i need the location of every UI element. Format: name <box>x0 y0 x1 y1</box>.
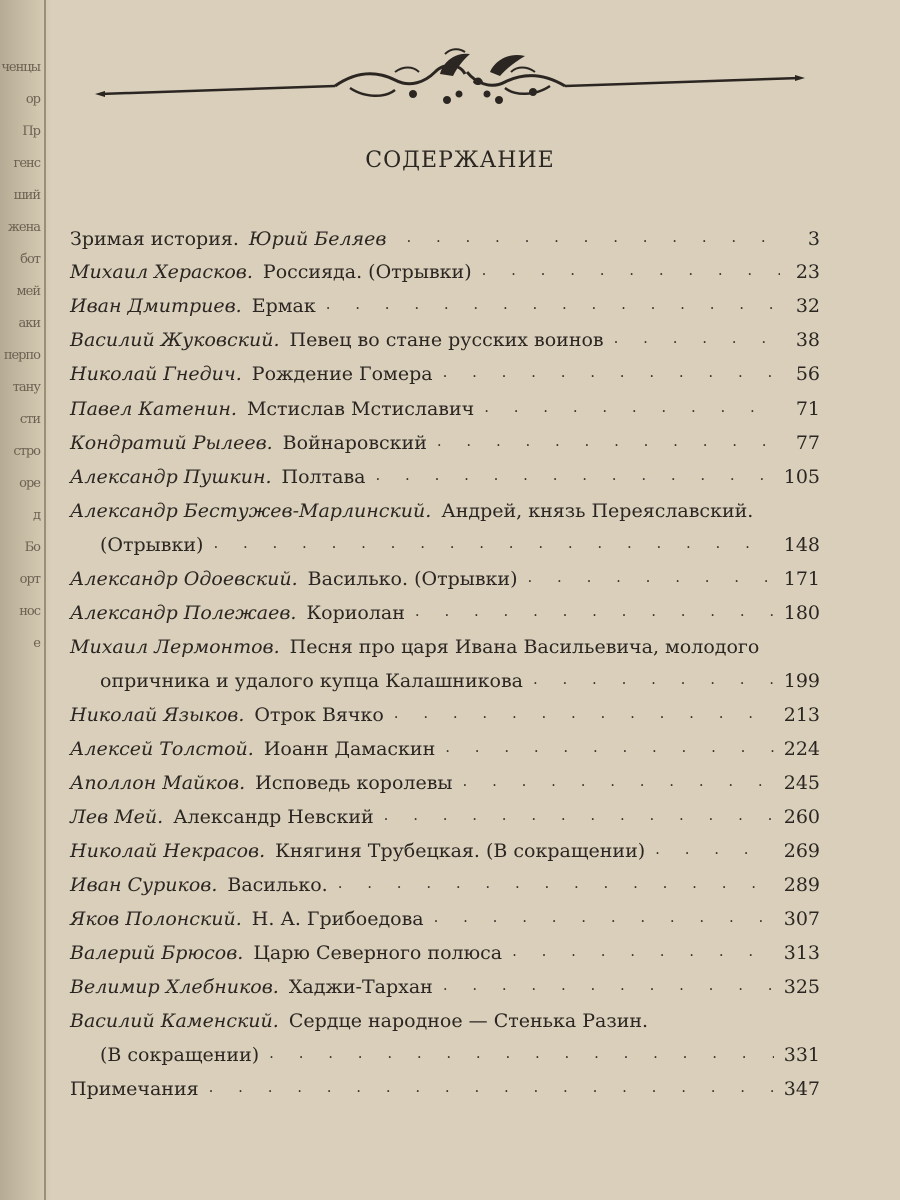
toc-leader-dots <box>443 976 774 994</box>
toc-work-title: Примечания <box>70 1078 199 1100</box>
toc-entry <box>70 800 820 828</box>
toc-work-title: Хаджи-Тархан <box>288 976 433 998</box>
toc-work-title: Царю Северного полюса <box>253 942 503 964</box>
toc-work-title: Войнаровский <box>282 432 427 454</box>
toc-entry <box>70 1004 820 1032</box>
toc-leader-dots <box>463 772 774 790</box>
toc-leader-dots <box>655 840 774 858</box>
toc-page-number: 180 <box>783 602 820 624</box>
toc-author: Павел Катенин. <box>70 398 237 420</box>
margin-fragment: бот <box>20 252 40 267</box>
page-fold <box>44 0 46 1200</box>
toc-leader-dots <box>326 295 780 313</box>
toc-page-number: 32 <box>795 295 820 317</box>
toc-work-title: Исповедь королевы <box>255 772 453 794</box>
toc-page-number: 313 <box>783 942 820 964</box>
toc-page-number: 56 <box>795 363 820 385</box>
toc-entry <box>70 323 820 351</box>
toc-author: Александр Одоевский. <box>70 568 298 590</box>
toc-work-title-continued: (Отрывки) <box>100 534 204 556</box>
toc-work-title: Россияда. (Отрывки) <box>262 261 472 283</box>
toc-work-title: Н. А. Грибоедова <box>251 908 424 930</box>
toc-leader-dots <box>376 466 774 484</box>
toc-work-title: Василько. (Отрывки) <box>307 568 518 590</box>
toc-leader-dots <box>482 261 780 279</box>
toc-author: Михаил Лермонтов. <box>70 636 280 658</box>
toc-entry <box>70 732 820 760</box>
toc-entry <box>70 562 820 590</box>
toc-entry-continuation <box>100 664 820 692</box>
toc-entry <box>70 426 820 454</box>
toc-page-number: 3 <box>807 228 820 250</box>
toc-page-number: 23 <box>795 261 820 283</box>
toc-entry <box>70 766 820 794</box>
margin-fragment: сти <box>19 412 40 427</box>
toc-work-title: Отрок Вячко <box>254 704 384 726</box>
toc-entry <box>70 1072 820 1100</box>
toc-author: Михаил Херасков. <box>70 261 253 283</box>
toc-entry <box>70 357 820 385</box>
toc-author: Александр Полежаев. <box>70 602 297 624</box>
toc-author: Лев Мей. <box>70 806 164 828</box>
margin-fragment: ор <box>25 92 40 107</box>
toc-leader-dots <box>209 1078 774 1096</box>
toc-leader-dots <box>384 806 774 824</box>
toc-author: Аполлон Майков. <box>70 772 246 794</box>
margin-fragment: нос <box>19 604 40 619</box>
toc-page-number: 213 <box>783 704 820 726</box>
toc-page-number: 71 <box>795 398 820 420</box>
toc-page-number: 331 <box>783 1044 820 1066</box>
toc-leader-dots <box>614 329 780 347</box>
toc-work-title: Андрей, князь Переяславский. <box>441 500 754 522</box>
toc-page-number: 105 <box>783 466 820 488</box>
toc-entry <box>70 289 820 317</box>
toc-author: Алексей Толстой. <box>70 738 254 760</box>
toc-author: Василий Каменский. <box>70 1010 279 1032</box>
toc-leader-dots <box>213 534 773 552</box>
toc-entry <box>70 698 820 726</box>
toc-leader-dots <box>533 670 774 688</box>
margin-fragment: Бо <box>24 540 40 555</box>
toc-leader-dots <box>445 738 773 756</box>
toc-work-title: Певец во стане русских воинов <box>289 329 604 351</box>
toc-entry-continuation <box>100 1038 820 1066</box>
toc-leader-dots <box>528 568 774 586</box>
toc-leader-dots <box>512 942 774 960</box>
toc-entry <box>70 596 820 624</box>
margin-fragment: оре <box>19 476 40 491</box>
toc-work-title: Полтава <box>281 466 366 488</box>
toc-work-title: Рождение Гомера <box>251 363 433 385</box>
margin-fragment: орт <box>19 572 40 587</box>
toc-entry <box>70 868 820 896</box>
toc-work-title: Мстислав Мстиславич <box>246 398 475 420</box>
toc-page-number: 224 <box>783 738 820 760</box>
toc-page-number: 307 <box>783 908 820 930</box>
decorative-divider-ornament <box>95 42 805 112</box>
page-title: СОДЕРЖАНИЕ <box>365 148 555 173</box>
toc-page-number: 171 <box>783 568 820 590</box>
toc-entry <box>70 222 820 250</box>
toc-entry <box>70 936 820 964</box>
toc-page-number: 325 <box>783 976 820 998</box>
toc-entry <box>70 902 820 930</box>
toc-work-title: Ермак <box>251 295 316 317</box>
margin-fragment: тану <box>12 380 40 395</box>
toc-author: Николай Некрасов. <box>70 840 266 862</box>
toc-author: Николай Гнедич. <box>70 363 242 385</box>
toc-author: Александр Бестужев-Марлинский. <box>70 500 432 522</box>
toc-page-number: 77 <box>795 432 820 454</box>
toc-leader-dots <box>434 908 774 926</box>
margin-fragment: аки <box>18 316 40 331</box>
toc-leader-dots <box>338 874 774 892</box>
toc-author: Велимир Хлебников. <box>70 976 279 998</box>
toc-leader-dots <box>443 363 780 381</box>
toc-page-number: 269 <box>783 840 820 862</box>
toc-work-author: Юрий Беляев <box>248 228 387 250</box>
toc-work-title: Песня про царя Ивана Васильевича, молодого <box>289 636 760 658</box>
toc-entry <box>70 255 820 283</box>
margin-fragment: мей <box>16 284 40 299</box>
toc-work-title: Иоанн Дамаскин <box>263 738 436 760</box>
margin-fragment: ший <box>13 188 40 203</box>
toc-author: Василий Жуковский. <box>70 329 280 351</box>
margin-fragment: генс <box>13 156 40 171</box>
toc-page-number: 260 <box>783 806 820 828</box>
toc-entry <box>70 494 820 522</box>
toc-leader-dots <box>415 602 774 620</box>
toc-author: Иван Дмитриев. <box>70 295 242 317</box>
toc-leader-dots <box>406 228 780 246</box>
margin-fragment: е <box>33 636 40 651</box>
toc-work-title: Сердце народное — Стенька Разин. <box>288 1010 649 1032</box>
margin-fragment: д <box>32 508 40 523</box>
toc-page-number: 245 <box>783 772 820 794</box>
toc-work-title: Кориолан <box>306 602 405 624</box>
toc-author: Валерий Брюсов. <box>70 942 244 964</box>
toc-entry <box>70 460 820 488</box>
toc-leader-dots <box>484 398 780 416</box>
toc-author: Яков Полонский. <box>70 908 242 930</box>
margin-fragment: перпо <box>3 348 40 363</box>
toc-author: Александр Пушкин. <box>70 466 272 488</box>
toc-leader-dots <box>437 432 780 450</box>
toc-page-number: 289 <box>783 874 820 896</box>
toc-page-number: 347 <box>783 1078 820 1100</box>
toc-author: Иван Суриков. <box>70 874 218 896</box>
toc-page-number: 38 <box>795 329 820 351</box>
toc-page-number: 148 <box>783 534 820 556</box>
toc-leader-dots <box>394 704 774 722</box>
toc-author: Кондратий Рылеев. <box>70 432 273 454</box>
toc-work-title: Зримая история. <box>70 228 239 250</box>
toc-entry-continuation <box>100 528 820 556</box>
toc-author: Николай Языков. <box>70 704 245 726</box>
margin-fragment: жена <box>7 220 40 235</box>
toc-work-title: Василько. <box>227 874 328 896</box>
toc-leader-dots <box>269 1044 774 1062</box>
toc-page-number: 199 <box>783 670 820 692</box>
toc-entry <box>70 834 820 862</box>
toc-entry <box>70 630 820 658</box>
margin-fragment: Пр <box>22 124 40 139</box>
margin-fragment: стро <box>13 444 40 459</box>
margin-fragment: ченцы <box>1 60 40 75</box>
toc-work-title: Александр Невский <box>173 806 374 828</box>
toc-work-title: Княгиня Трубецкая. (В сокращении) <box>275 840 646 862</box>
toc-work-title-continued: (В сокращении) <box>100 1044 260 1066</box>
toc-entry <box>70 392 820 420</box>
toc-work-title-continued: опричника и удалого купца Калашникова <box>100 670 523 692</box>
toc-entry <box>70 970 820 998</box>
